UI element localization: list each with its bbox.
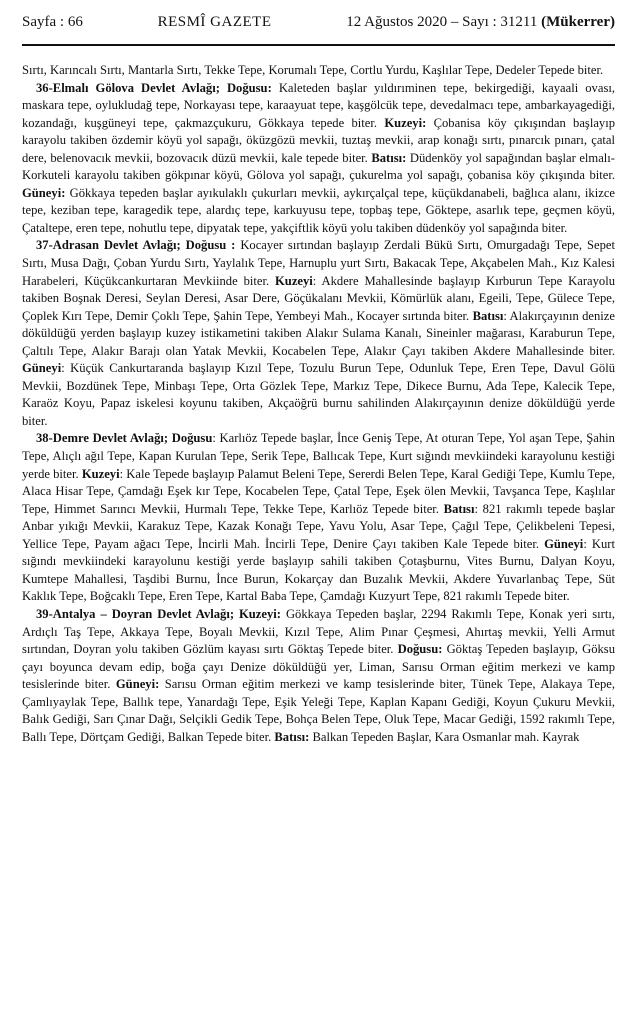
text-run: : 821 rakımlı tepede başlar Anbar yıkığı Mevkii, Karakuz Tepe, Kazak Konağı Tepe, Yavu Yolu, Asar Tepe, Çağıl Tepe, Çelikbeleni Tepesi, Yellice Tepe, Payam ağacı Tepe, İncirli Mah. İncirli Tepe, Denire Çayı takiben Kale Tepede biter.	[22, 501, 615, 551]
bold-label: 38-Demre Devlet Avlağı; Doğusu	[36, 431, 213, 446]
text-run: Kaleteden başlar yıldırıminen tepe, bekirgediği, kayaali ovası, maskara tepe, oylukludağ tepe, Norkayası tepe, karaayuat tepe, kaşgölcük tepe, devedalmacı tepe, ambarkayagediği, kozandağı, kuşgüneyi tepe, çakmazçukuru, Gökkaya tepede biter.	[22, 80, 615, 130]
text-run: Kocayer sırtından başlayıp Zerdali Bükü Sırtı, Omurgadağı Tepe, Sepet Sırtı, Musa Dağı, Çoban Yurdu Sırtı, Yaylalık Tepe, Harnuplu yurt Sırtı, Bakacak Tepe, Akçabelen Mah., Kız Kalesi Harabeleri, Küçükcankurtaran Mevkiinde biter.	[22, 238, 615, 288]
text-run: Sarısu Orman eğitim merkezi ve kamp tesislerinde biter, Tünek Tepe, Alakaya Tepe, Çamlıyaylak Tepe, Ballık tepe, Yanardağı Tepe, Eşik Yeleği Tepe, Kaplan Kapanı Gediği, Koyun Çukuru Mevkii, Balık Gediği, Sarı Çınar Dağı, Selçikli Gedik Tepe, Bohça Belen Tepe, Oluk Tepe, Macar Gediği, 1592 rakımlı Tepe, Ballı Tepe, Dörtçam Gediği, Balkan Tepede biter.	[22, 677, 615, 744]
text-run: Balkan Tepeden Başlar, Kara Osmanlar mah. Kayrak	[309, 729, 580, 744]
issue-info	[346, 14, 615, 31]
issue-date: 12 Ağustos 2020 – Sayı : 31211	[346, 14, 538, 30]
bold-label: Doğusu:	[397, 642, 443, 657]
bold-label: Güneyi:	[115, 677, 160, 692]
text-run: : Kale Tepede başlayıp Palamut Beleni Tepe, Sererdi Belen Tepe, Karal Gediği Tepe, Kumlu Tepe, Alaca Hisar Tepe, Çamdağı Eşek kır Tepe, Kocabelen Tepe, Çatal Tepe, Eşek ölen Mevkii, Tavşanca Tepe, Kaşlılar Tepe, Himmet Sarıncı Mevkii, Hurmalı Tepe, Tekke Tepe, Karlıöz Tepede biter.	[22, 466, 615, 516]
text-run: Sırtı, Karıncalı Sırtı, Mantarla Sırtı, Tekke Tepe, Korumalı Tepe, Cortlu Yurdu, Kaşlılar Tepe, Dedeler Tepede biter.	[22, 63, 604, 77]
bold-label: Güneyi	[544, 536, 584, 551]
bold-label: Batısı	[472, 308, 504, 323]
page-number: Sayfa : 66	[22, 14, 83, 30]
bold-label: Kuzeyi:	[384, 115, 427, 130]
bold-label: Kuzeyi	[275, 273, 313, 288]
paragraph	[22, 80, 615, 238]
page-header	[22, 14, 615, 46]
text-run: : Kurt sığındı mevkiindeki karayolunu kestiği yerde başlayıp sahili takiben Çotaşburnu, Vites Burnu, Dalyan Koyu, Kumtepe Mahallesi, Taşdibi Burnu, İnce Burun, Kokarçay dan Buzalık Mevkii, Akdere Yuvarlanbaç Tepe, Süt Kaklık Tepe, Boğcaklı Tepe, Eren Tepe, Kartal Baba Tepe, Çamdağı Kuzyurt Tepe, 821 rakımlı Tepede biter.	[22, 536, 615, 604]
text-run: : Akdere Mahallesinde başlayıp Kırburun Tepe Karayolu takiben Boşnak Deresi, Seylan Deresi, Asar Dere, Göçükalanı Mevkii, Kömürlük alanı, Egeili, Tepe, Gülece Tepe, Çoplek Kırı Tepe, Demir Çoklı Tepe, Şahin Tepe, Yembeyi Mah., Kocayer sırtında biter.	[22, 273, 615, 323]
text-run: : Karlıöz Tepede başlar, İnce Geniş Tepe, At oturan Tepe, Yol aşan Tepe, Şahin Tepe, Alıçlı ağıl Tepe, Kapan Kurulan Tepe, Serik Tepe, Ballıcak Tepe, Kurt sığındı mevkiindeki karayolunu kestiği yerde biter.	[22, 431, 615, 481]
text-run: Düdenköy yol sapağından başlar elmalı- Korkuteli karayolu takiben gökpınar köyü, Gölova yol sapağı, çukurelma yol sapağı, çobanisa köy çıkışında biter.	[22, 150, 615, 183]
bold-label: Güneyi	[22, 361, 62, 376]
bold-label: 36-Elmalı Gölova Devlet Avlağı; Doğusu:	[36, 80, 272, 95]
text-run: Göktaş Tepeden başlayıp, Göksu çayı boyunca devam edip, boğa çayı Denize döküldüğü yer, Liman, Sarısu Orman eğitim merkezi ve kamp tesislerinde biter.	[22, 642, 615, 692]
paragraph	[22, 606, 615, 746]
text-run: Gökkaya Tepeden başlar, 2294 Rakımlı Tepe, Konak yeri sırtı, Ardıçlı Taş Tepe, Akkaya Tepe, Boyalı Mevkii, Kızıl Tepe, Alim Pınar Çeşmesi, Ahırtaş mevkii, Yelli Armut sırtından, Doyran yolu takiben Gözlüm kayası sırtı Göktaş Tepede biter.	[22, 606, 615, 657]
bold-label: Batısı	[443, 501, 475, 516]
body-text	[22, 62, 615, 996]
bold-label: Batısı:	[274, 729, 310, 744]
bold-label: Güneyi:	[22, 185, 66, 200]
paragraph	[22, 430, 615, 605]
gazette-title: RESMÎ GAZETE	[157, 14, 272, 30]
text-run: Çobanisa köy çıkışından başlayıp karayolu takiben özdemir köyü yol sapağı, öküzgözü mevkii, tuztaş mevkii, arap konağı sırtı, pınarcık pınarı, çatal dere, belenovacık mevkii, bozovacık düzü mevkii, kale tepede biter.	[22, 115, 615, 165]
paragraph	[22, 62, 615, 80]
text-run: Gökkaya tepeden başlar ayıkulaklı çukurları mevkii, aykırçalçal tepe, küçükdanabeli, bağlıca alanı, ikizce tepe, keziban tepe, karagedik tepe, alardıç tepe, karkuyusu tepe, topbaş tepe, Göktepe, asarlık tepe, geçmen köyü, Çataltepe, eren tepe, nohutlu tepe, dipyatak tepe, yakçiftlik köyü yolu takiben düdenköy yol sapağında biter.	[22, 185, 615, 235]
bold-label: Batısı:	[371, 150, 407, 165]
text-run: : Küçük Cankurtaranda başlayıp Kızıl Tepe, Tozulu Burun Tepe, Odunluk Tepe, Eren Tepe, Davul Gölü Mevkii, Bozdünek Tepe, Minbaşı Tepe, Orta Gözlek Tepe, Markız Tepe, Dikece Burnu, Ada Tepe, Kalecik Tepe, Karaöz Koyu, Papaz iskelesi koyunu takiben, Akçaöğrü burnu sahilinden Alakırçayının denize döküldüğü yerde biter.	[22, 361, 615, 428]
bold-label: 39-Antalya – Doyran Devlet Avlağı; Kuzeyi:	[36, 606, 281, 621]
bold-label: Kuzeyi	[81, 466, 120, 481]
issue-special: (Mükerrer)	[541, 14, 615, 30]
paragraph	[22, 237, 615, 430]
text-run: : Alakırçayının denize döküldüğü yerden başlayıp kuzey istikametini takiben Alakır Sulama Kanalı, Sineinler mağarası, Karaburun Tepe, Çaltılı Tepe, Alakır Barajı olan Yatak Mevkii, Kocabelen Tepe, Alakır Çayı takiben Akdere Mahallesinde biter.	[22, 308, 615, 358]
bold-label: 37-Adrasan Devlet Avlağı; Doğusu :	[36, 238, 236, 253]
